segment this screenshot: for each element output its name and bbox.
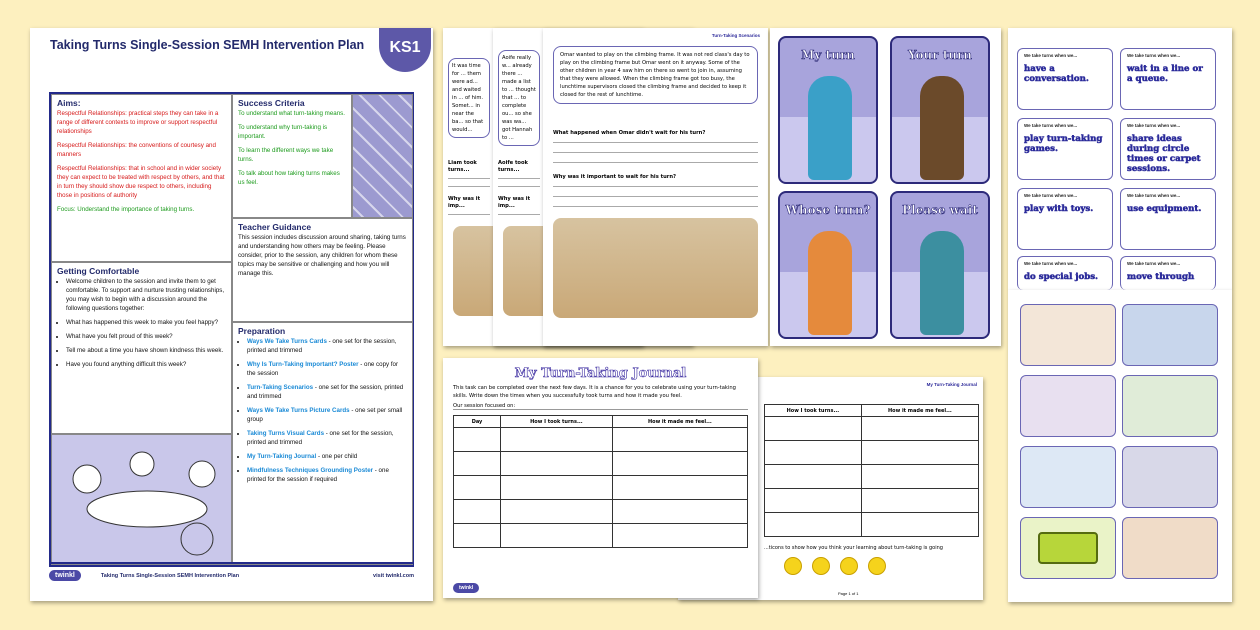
visual-card (778, 36, 878, 184)
worried-face-icon[interactable] (868, 557, 886, 575)
prep-item (247, 337, 407, 355)
journal-intro: This task can be completed over the next few days. It is a chance for you to celebrate using your turn-taking skills. Write down the times when you successfully took turns and how it made you feel. (453, 385, 736, 399)
visual-cards-page (770, 28, 1001, 346)
card-prefix: We take turns when we... (1024, 123, 1078, 128)
journal-page (443, 358, 758, 598)
turn-card (1017, 48, 1113, 110)
prep-item (247, 360, 407, 378)
picture-card (1020, 375, 1116, 437)
happy-face-icon[interactable] (812, 557, 830, 575)
journal-table (764, 404, 979, 537)
column-header: How I took turns... (765, 405, 862, 417)
question: Aoife took turns... (498, 160, 528, 173)
question: Why was it imp... (448, 196, 481, 209)
prep-text: - one set for the session, printed and trimmed (247, 430, 394, 446)
turn-card (1017, 118, 1113, 180)
card-prefix: We take turns when we... (1024, 193, 1078, 198)
getting-comfortable-section (51, 262, 232, 434)
child-figure (920, 231, 964, 335)
criterion: To learn the different ways we take turns. (238, 147, 334, 163)
turn-card (1120, 48, 1216, 110)
prep-text: - one set per small group (247, 407, 403, 423)
journal-table (453, 415, 748, 548)
climbing-frame-illustration (553, 218, 758, 318)
prep-text: - one per child (316, 453, 358, 460)
twinkl-logo: twinkl (49, 570, 81, 581)
scenario-page (543, 28, 768, 346)
success-heading: Success Criteria (238, 98, 305, 108)
list-item: • Tell me about a time you have shown kindness this week. (66, 346, 226, 355)
turn-card (1120, 188, 1216, 250)
criterion: To understand why turn-taking is important. (238, 124, 328, 140)
footer-url[interactable]: visit twinkl.com (373, 572, 414, 579)
child-figure (808, 76, 852, 180)
emoji-prompt: ...ticons to show how you think your learning about turn-taking is going (764, 545, 943, 551)
page-number: Page 1 of 1 (838, 591, 859, 596)
resource-link[interactable]: Ways We Take Turns Picture Cards (247, 407, 350, 414)
session-focus-field[interactable]: Our session focused on: (453, 403, 748, 410)
visual-card (778, 191, 878, 339)
criterion: To talk about how taking turns makes us feel. (238, 170, 340, 186)
prep-text: - one printed for the session if required (247, 467, 389, 483)
question: Why was it imp... (498, 196, 531, 209)
card-text: move through (1127, 272, 1195, 282)
resource-link[interactable]: My Turn-Taking Journal (247, 453, 317, 460)
key-stage-badge: KS1 (379, 28, 431, 72)
preparation-section (232, 322, 413, 565)
prep-item (247, 429, 407, 447)
list-item: • What have you felt proud of this week? (66, 332, 226, 341)
children-illustration (51, 434, 232, 565)
comfortable-heading: Getting Comfortable (57, 266, 140, 276)
card-prefix: We take turns when we... (1127, 193, 1181, 198)
card-label: My turn (801, 48, 855, 62)
question: Liam took turns... (448, 160, 477, 173)
prep-text: - one set for the session, printed and trimmed (247, 338, 397, 354)
card-prefix: We take turns when we... (1024, 261, 1078, 266)
card-text: do special jobs. (1024, 272, 1099, 282)
card-text: play with toys. (1024, 204, 1094, 214)
picture-card (1122, 304, 1218, 366)
emoji-scale (784, 557, 896, 580)
prep-item (247, 466, 407, 484)
prep-text: - one copy for the session (247, 361, 399, 377)
teacher-guidance-section (232, 218, 413, 322)
resource-link[interactable]: Why Is Turn-Taking Important? Poster (247, 361, 359, 368)
picture-card (1122, 517, 1218, 579)
resource-link[interactable]: Ways We Take Turns Cards (247, 338, 327, 345)
guidance-heading: Teacher Guidance (238, 222, 312, 232)
very-happy-face-icon[interactable] (784, 557, 802, 575)
turn-card (1120, 256, 1216, 290)
card-label: Your turn (907, 48, 973, 62)
focus: Focus: Understand the importance of taking turns. (57, 206, 195, 213)
resource-link[interactable]: Taking Turns Visual Cards (247, 430, 325, 437)
children-at-table-drawing (57, 439, 227, 559)
list-item: • Have you found anything difficult this week? (66, 360, 226, 369)
success-criteria-section (232, 94, 352, 218)
prep-item (247, 383, 407, 401)
card-label: Please wait (902, 203, 978, 217)
card-prefix: We take turns when we... (1127, 261, 1181, 266)
card-text: use equipment. (1127, 204, 1202, 214)
page-footer (49, 562, 414, 581)
aims-heading: Aims: (57, 98, 81, 108)
plan-grid (49, 92, 414, 567)
page-header: My Turn-Taking Journal (926, 382, 977, 387)
footer-title: Taking Turns Single-Session SEMH Intervention Plan (100, 572, 240, 579)
card-label: Whose turn? (785, 203, 871, 217)
child-figure (808, 231, 852, 335)
list-item: • Welcome children to the session and invite them to get comfortable. To support and nurture trusting relationships, you may wish to begin with a discussion around the following questions together: (66, 277, 226, 313)
resource-link[interactable]: Turn-Taking Scenarios (247, 384, 314, 391)
picture-card (1020, 517, 1116, 579)
intervention-plan-page (30, 28, 433, 601)
page-header: Turn-Taking Scenarios (711, 33, 760, 38)
prep-item (247, 452, 407, 461)
card-prefix: We take turns when we... (1127, 123, 1181, 128)
column-header: How it made me feel... (861, 405, 978, 417)
turn-card (1120, 118, 1216, 180)
ways-we-take-turns-cards (1008, 28, 1232, 290)
picture-card (1122, 375, 1218, 437)
page-title: Taking Turns Single-Session SEMH Intervention Plan (50, 38, 365, 52)
storage-box-icon (1038, 532, 1098, 564)
visual-card (890, 36, 990, 184)
visual-card (890, 191, 990, 339)
picture-card (1122, 446, 1218, 508)
list-item: • What has happened this week to make you feel happy? (66, 318, 226, 327)
card-text: play turn-taking games. (1024, 134, 1103, 154)
aim: Respectful Relationships: the conventions of courtesy and manners (57, 142, 216, 158)
turn-card (1017, 256, 1113, 290)
prep-text: - one set for the session, printed and trimmed (247, 384, 404, 400)
turn-card (1017, 188, 1113, 250)
question: Why was it important to wait for his turn? (553, 174, 677, 180)
card-text: have a conversation. (1024, 64, 1089, 84)
column-header: How it made me feel... (612, 416, 747, 428)
journal-title: My Turn-Taking Journal (514, 366, 687, 381)
card-prefix: We take turns when we... (1024, 53, 1078, 58)
preparation-heading: Preparation (238, 326, 286, 336)
resource-link[interactable]: Mindfulness Techniques Grounding Poster (247, 467, 374, 474)
picture-card (1020, 446, 1116, 508)
column-header: How I took turns... (501, 416, 613, 428)
card-prefix: We take turns when we... (1127, 53, 1181, 58)
nervous-face-icon[interactable] (840, 557, 858, 575)
aim: Respectful Relationships: that in school and in wider society they can expect to be treated with respect by others, and that in turn they should show due respect to others, including those in positions of authority (57, 165, 225, 199)
child-figure (920, 76, 964, 180)
column-header: Day (454, 416, 501, 428)
scenario-story: Omar wanted to play on the climbing frame. It was not red class's day to play on the climbing frame but Omar went on it anyway. Some of the other children in year 4 saw him on there so went to join in, assuming that they were allowed. When the climbing frame got too busy, the lunchtime supervisors closed the climbing frame and decided to keep it closed for the rest of lunchtime. (553, 46, 758, 104)
decorative-pattern (352, 94, 413, 218)
card-text: share ideas during circle times or carpet sessions. (1127, 134, 1201, 174)
picture-card (1020, 304, 1116, 366)
scenario-story: Aoife really w... already there ... made a list to ... thought that ... to complete ou... so she was wa... got Hannah to ... (498, 50, 540, 146)
prep-item (247, 406, 407, 424)
aims-section (51, 94, 232, 262)
criterion: To understand what turn-taking means. (238, 110, 345, 117)
aim: Respectful Relationships: practical steps they can take in a range of different contexts to improve or support respectful relationships (57, 110, 219, 135)
question: What happened when Omar didn't wait for his turn? (553, 130, 706, 136)
twinkl-logo: twinkl (453, 583, 479, 593)
scenario-story: It was time for ... them were ad... and waited in ... of him. Somet... in near the ba... so that would... (448, 58, 490, 138)
guidance-text: This session includes discussion around sharing, taking turns and understanding how others may be feeling. Please consider, prior to the session, any children for whom these topics may be sensitive or challenging and how you will manage this. (238, 234, 406, 277)
picture-cards-page (1008, 290, 1232, 602)
card-text: wait in a line or a queue. (1127, 64, 1203, 84)
